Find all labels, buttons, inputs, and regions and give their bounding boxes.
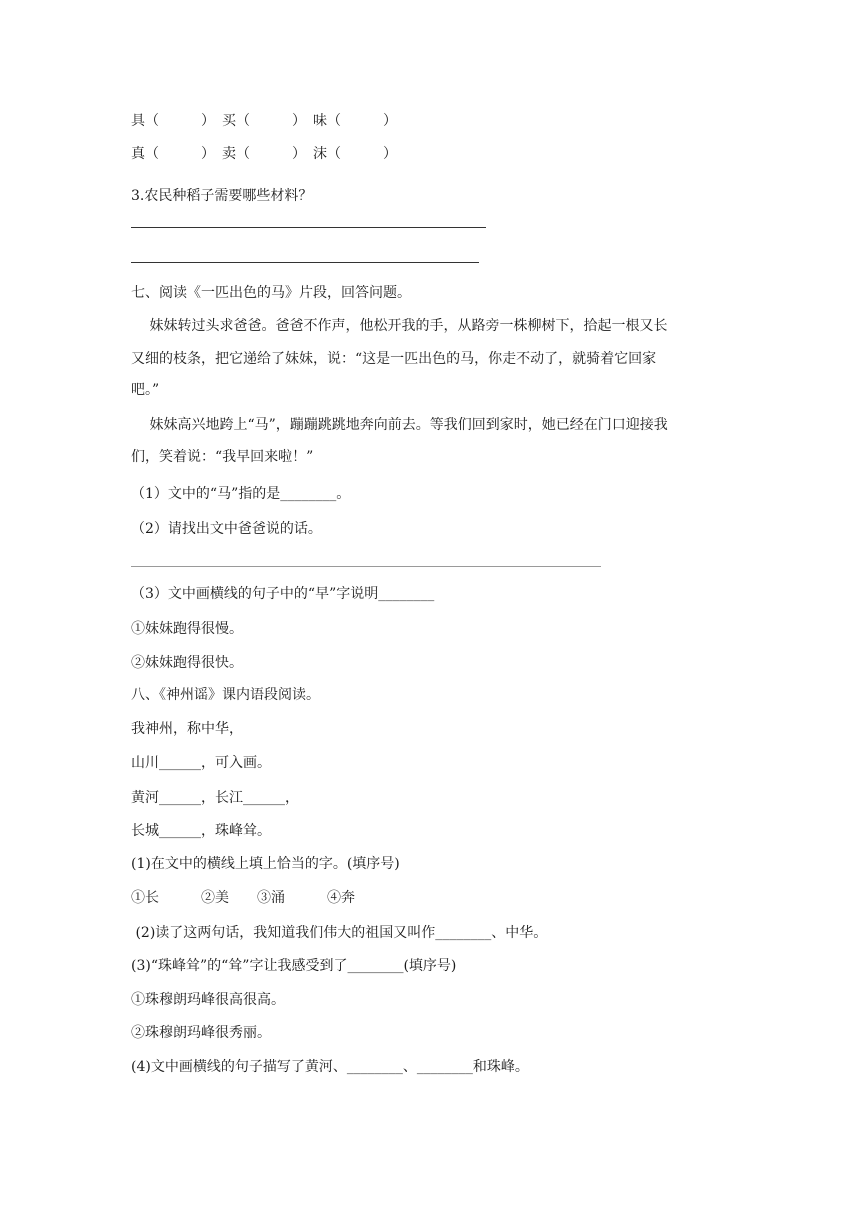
answer-line-1 bbox=[131, 227, 486, 228]
passage-para1-line2: 又细的枝条，把它递给了妹妹，说：“这是一匹出色的马，你走不动了，就骑着它回家 bbox=[131, 351, 657, 367]
answer-line-2 bbox=[131, 262, 479, 263]
question-8-4: (4)文中画横线的句子描写了黄河、________、________和珠峰。 bbox=[131, 1059, 529, 1075]
option-7-3-a: ①妹妹跑得很慢。 bbox=[131, 621, 243, 637]
option-8-3-b: ②珠穆朗玛峰很秀丽。 bbox=[131, 1025, 271, 1041]
question-8-1: (1)在文中的横线上填上恰当的字。(填序号) bbox=[131, 856, 400, 872]
question-8-2: (2)读了这两句话，我知道我们伟大的祖国又叫作________、中华。 bbox=[131, 925, 548, 941]
char-pair-row-2: 真（ ） 卖（ ） 沫（ ） bbox=[131, 146, 397, 162]
question-3-materials: 3.农民种稻子需要哪些材料？ bbox=[131, 188, 313, 204]
passage-para1-line3: 吧。” bbox=[131, 382, 160, 398]
poem-line-3: 黄河______，长江______， bbox=[131, 790, 299, 806]
option-7-3-b: ②妹妹跑得很快。 bbox=[131, 655, 243, 671]
poem-line-4: 长城______，珠峰耸。 bbox=[131, 823, 271, 839]
answer-line-7-2 bbox=[131, 566, 601, 567]
char-pair-row-1: 具（ ） 买（ ） 味（ ） bbox=[131, 113, 397, 129]
question-7-1: （1）文中的“马”指的是________。 bbox=[131, 486, 351, 502]
passage-para2-line2: 们，笑着说：“我早回来啦！” bbox=[131, 449, 314, 465]
section-7-heading: 七、阅读《一匹出色的马》片段，回答问题。 bbox=[131, 285, 411, 301]
question-8-1-options: ①长 ②美 ③涌 ④奔 bbox=[131, 890, 355, 906]
section-8-heading: 八、《神州谣》课内语段阅读。 bbox=[131, 687, 320, 703]
passage-para1-line1: 妹妹转过头求爸爸。爸爸不作声，他松开我的手，从路旁一株柳树下，拾起一根又长 bbox=[131, 318, 668, 334]
poem-line-2: 山川______，可入画。 bbox=[131, 755, 271, 771]
question-7-3: （3）文中画横线的句子中的“早”字说明________ bbox=[131, 586, 435, 602]
poem-line-1: 我神州，称中华， bbox=[131, 721, 243, 737]
option-8-3-a: ①珠穆朗玛峰很高很高。 bbox=[131, 992, 285, 1008]
question-7-2: （2）请找出文中爸爸说的话。 bbox=[131, 521, 322, 537]
passage-para2-line1: 妹妹高兴地跨上“马”，蹦蹦跳跳地奔向前去。等我们回到家时，她已经在门口迎接我 bbox=[131, 417, 668, 433]
question-8-3: (3)“珠峰耸”的“耸”字让我感受到了________(填序号) bbox=[131, 958, 457, 974]
